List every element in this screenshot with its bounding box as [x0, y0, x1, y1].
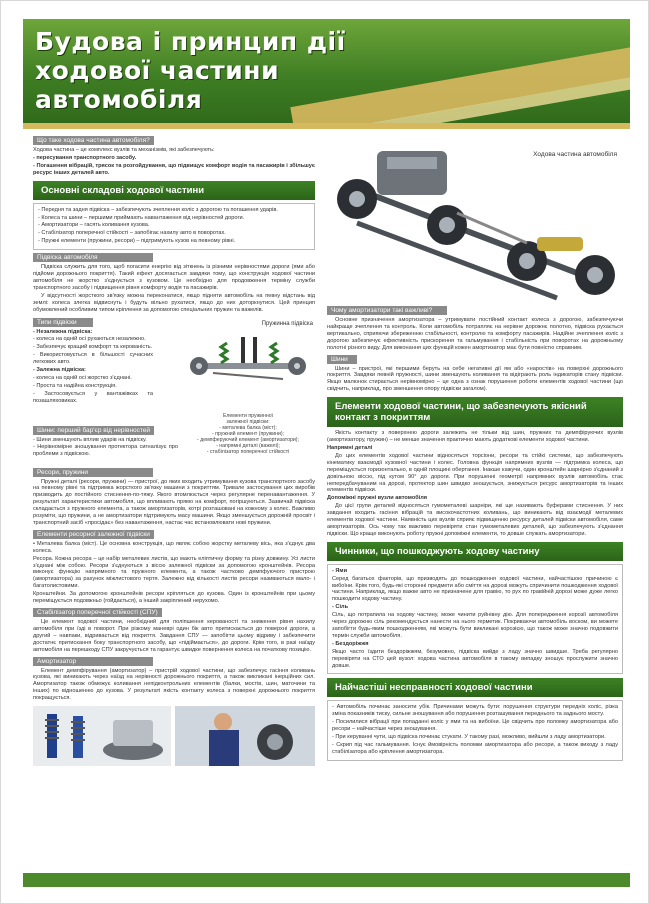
dependent-item: - колеса на одній осі жорстко з'єднані. — [33, 374, 132, 381]
pits-title: - Ями — [332, 567, 348, 574]
pits-paragraph: Серед багатьох факторів, що призводять до пошкодження ходової частини, найчастішою причиною є вибоїни. Крім того, будь-які сторонні предмети або сміття на дорозі можуть спричинити пошкодження ходової частини. Наприклад, якщо важке авто не призначене для гравію, то рух по гравійній дорозі може дуже легко пошкодити ходову частину. — [332, 575, 618, 603]
spring-suspension-caption — [183, 413, 313, 455]
title-line-2: ходової частини — [35, 56, 280, 85]
left-column — [33, 133, 315, 766]
main-parts-item: - Передня та задня підвіска – забезпечують зчеплення коліс з дорогою та погашення ударів. — [38, 206, 278, 213]
page-title — [35, 27, 475, 114]
main-parts-item: - Амортизатори – гасять коливання кузова. — [38, 222, 150, 229]
salt-title: - Сіль — [332, 604, 349, 611]
independent-title: - Незалежна підвіска: — [33, 328, 93, 335]
shock-why-paragraph: Основне призначення амортизатора – утримувати постійний контакт колеса з дорогою, забезпечуючи найкраще зчеплення та контроль. Коли автомобіль потрапляє на нерівне дорожнє полотно, підвіска рухається вертикально, сприяючи збереженню стабільності, контролю та комфорту пасажирів. Надійне зчеплення коліс з дорогою забезпечує ефективність прискорення та гальмування і стабільність при поворотах на дорожньому полотні різного виду. Для виконання цих функцій кожен амортизатор має бути повністю справним. — [327, 317, 623, 351]
fault-item: - Скрип під час гальмування. Існує ймовірність поломки амортизатора або ресори, а також виходу з ладу стабілізатора або кріплення амортизатора. — [332, 741, 618, 755]
what-is-item: - пересування транспортного засобу. — [33, 154, 137, 161]
caption-line: - металева балка (міст); — [219, 424, 277, 431]
guides-title: Напрямні деталі — [327, 444, 373, 451]
suspension-paragraph: Підвіска служить для того, щоб погасити енергію від зіткнень із різними нерівностями дороги (ями або підйоми дорожнього покриття). Такий ефект досягається завдяки тому, що конструкція ходової частини автомобіля не жорстко з'єднується з кузовом. Це необхідно для продовження терміну служби транспортного засобу і підвищення рівня комфорту водія та пасажирів. — [33, 264, 315, 291]
chassis-illustration — [327, 133, 623, 303]
types-heading: Типи підвіски — [33, 318, 93, 327]
title-line-3: автомобіля — [35, 85, 203, 114]
caption-line: Елементи пружинної — [222, 412, 274, 419]
independent-item: - Використовується в більшості сучасних легкових авто. — [33, 352, 153, 366]
dependent-item: - Застосовується у вантажівках та позашляховиках. — [33, 390, 153, 404]
suspension-heading: Підвіска автомобіля — [33, 253, 153, 262]
chassis-caption: Ходова частина автомобіля — [533, 151, 617, 158]
leaf-spring-elements-heading: Елементи ресорної залежної підвіски — [33, 530, 154, 539]
tires-barrier-item: - Нерівномірне зношування протектора сигналізує про проблеми з підвіскою. — [33, 444, 178, 458]
main-parts-heading: Основні складові ходової частини — [33, 181, 315, 200]
suspension-paragraph: У відсутності жорсткого зв'язку можна переконатися, якщо підняти автомобіль на певну відстань від землі: колеса злегка відвиснуть і будуть вільно рухатися, якщо до них доторкнутися. Цей принцип обумовлений особливим типом кріплення за допомогою спеціальних пружин та важелів. — [33, 292, 315, 313]
shock-absorber-paragraph: Елемент демпфірування (амортизатор) – пристрій ходової частини, що забезпечує гасіння коливань кузова, які виникають через наїзд на нерівності дорожнього покриття, а також викликані інерційних сил. Амортизатор також обмежує коливання непідконтрольних елементів (балки, мостів, шин, маточини та інших) по відношенню до кузова. У результаті якість контакту колеса з поверхні дорожнього покриття покращується. — [33, 667, 315, 702]
spring-suspension-figure — [183, 321, 313, 389]
fault-item: - Посилилися вібрації при попаданні коліс у ями та на вибоїни. Це свідчить про поломку амортизатора або ресори – найчастіше через зношування. — [332, 719, 618, 733]
leaf-spring-paragraph: Кронштейни. За допомогою кронштейнів ресори кріпляться до кузова. Один із кронштейнів при цьому переміщується подовжньо (гойдається), а інший закріплений нерухомо. — [33, 591, 315, 605]
damage-factors-box — [327, 564, 623, 675]
offroad-title: - Бездоріжжя — [332, 640, 369, 647]
springs-paragraph: Пружні деталі (ресори, пружини) — пристрої, до яких входить утримування кузова транспортного засобу на певному рівні та підтримка жорсткого зв'язку машини з покриттям. Тривале застосування цих виробів призводить до постійного стиснення-по-тяжу. Якого втомлюється через регулярне перенавантаження. У результаті характеристики автомобіля, що впливають прямо на комфорт, погіршуються. Зазвичай підвіска складається з пружного елемента, а також амортизаторів, котрі розташовані на кожному з колес. Важливо розуміти, що пружини, а не амортизатори підтримують масу машини. Якщо зменшується дорожній просвіт і транспортний засіб «просідає» без навантаження, настає час встановлювати нові пружини. — [33, 478, 315, 526]
shock-absorber-heading: Амортизатор — [33, 657, 153, 666]
main-parts-item: - Пружні елементи (пружини, ресори) – підтримують кузов на певному рівні. — [38, 238, 236, 245]
caption-line: залежної підвіски: — [226, 418, 270, 425]
faults-heading: Найчастіші несправності ходової частини — [327, 678, 623, 697]
fault-item: - Автомобіль починає заносити убік. Причинами можуть бути: порушення структури передніх коліс, різка зміна показників тиску, сильне зношування або порушення розташування переднього та заднього мосту. — [332, 704, 618, 718]
suspension-types-block — [33, 315, 315, 425]
tires-heading: Шини — [327, 355, 357, 364]
chassis-figure — [327, 133, 623, 303]
springs-heading: Ресори, пружини — [33, 468, 153, 477]
dependent-item: - Проста та надійна конструкція. — [33, 382, 117, 389]
shock-why-heading: Чому амортизатори такі важливі? — [327, 306, 447, 315]
tires-barrier-heading: Шини: перший бар'єр від нерівностей — [33, 426, 154, 435]
what-is-intro: Ходова частина – це комплекс вузлів та механізмів, які забезпечують: — [33, 147, 215, 153]
elements-paragraph: Якість контакту з поверхнею дороги залежить не тільки від шин, пружних та демпфіруючих вузлів (амортизатору, пружин) – не менше значення практично мають додаткові елементи ходової частини. — [327, 430, 623, 444]
dependent-title: - Залежна підвіска: — [33, 367, 86, 374]
bottom-bar — [23, 873, 630, 887]
what-is-heading: Що таке ходова частина автомобіля? — [33, 136, 154, 145]
stabilizer-paragraph: Це елемент ходової частини, необхідний для поліпшення керованості та зниження рівня нахилу автомобіля при їзді в поворот. При різкому маневрі один бік авто притискається до поверхні дороги, а другий – навпаки, відривається від покриття. Завдання СПУ — запобігти цьому відриву і забезпечити достатнє притискання боку транспортного засобу, що «підіймається», до дороги. Крім того, в разі наїзду автомобіля на перешкоду СПУ закручується та гарантує швидке повернення колеса на початкову позицію. — [33, 619, 315, 653]
aux-paragraph: До цієї групи деталей відносяться гумометалеві шарніри, які ще називають буферами стиснення. У них завдання входить гасіння вібрацій та високочастотних коливань, що виникають від взаємодії металевих елементів ходової частини. Наявність цих вузлів сприяє підвищенню ресурсу деталей підвіски автомобіля, саме амортизаторів. Ось чому так важливо перевіряти стан гумометалевих деталей, що забезпечують з'єднання підвіски. Що краще виконують роботу пружні допоміжні елементи, то довше служать амортизатори. — [327, 503, 623, 537]
guides-paragraph: До цих елементів ходової частини відносяться торсіони, ресори та стійкі системи, що забезпечують кінематику взаємодії кузовної частини і колес. Головна функція напрямних вузлів — підтримка колеса, що переміщується горизонтально, в одній площині обертання. Інакше кажучи, один кронштейн шарнірно з'єднаний з довільною віссю, під кутом 90° до дороги. При порушенні геометрії напрямних вузлів автомобіль стає непередбачуваним на дорозі, протектор шин швидко зношується, знижується ресурс амортизаторів та інших елементів підвіски. — [327, 452, 623, 494]
what-is-item: - Погашення вібрацій, трясок та розгойдування, що підвищує комфорт водія та пасажирів і збільшує ресурс інших деталей авто. — [33, 162, 315, 176]
caption-line: - демпферуючий елемент (амортизатори); — [197, 436, 299, 443]
main-parts-item: - Колеса та шини – першими приймають навантаження від нерівностей дороги. — [38, 214, 245, 221]
photo-row — [33, 706, 315, 766]
leaf-spring-paragraph: • Металева балка (міст). Це основна конструкція, що являє собою жорстку металеву вісь, яка з'єднує два колеса. — [33, 540, 315, 554]
salt-paragraph: Сіль, що потрапила на ходову частину, може чинити руйнівну дію. Для попередження корозії автомобіля через дорожню сіль рекомендується нанести на нього герметик. Покриваючи автомобіль воском, ви можете запобігти будь-яким пошкодженням, які можуть бути викликані корозією, що також може значно подовжити термін служби автомобіля. — [332, 612, 618, 639]
spring-suspension-title: Пружинна підвіска — [261, 320, 313, 327]
aux-title: Допоміжні пружні вузли автомобіля — [327, 495, 428, 502]
spring-suspension-illustration — [183, 327, 313, 389]
offroad-paragraph: Якщо часто їздити бездоріжжям, безумовно, підвіска вийде з ладу значно швидше. Треба регулярно перевіряти на СТО цей вузол: ходова частина автомобіля в такому випадку зношує прослужити значно довше. — [332, 648, 618, 669]
title-line-1: Будова і принцип дії — [35, 27, 346, 56]
leaf-spring-paragraph: Ресора. Кожна ресора – це набір металевих листів, що мають еліптичну форму та різну довжину. Усі листи з'єднані між собою. Ресори з'єднуються з віссю залежної підвіски за допомогою кронштейнів. Ресора виконує функцію напрямного та пружного елемента, а також частково демпфуючого пристрою (амортизатора) за рахунок міжлистового тертя. Залежно від кількості листів ресори називаються мало- і багатолистовими. — [33, 555, 315, 590]
elements-heading: Елементи ходової частини, що забезпечують якісний контакт з покриттям — [327, 397, 623, 427]
main-parts-item: - Стабілізатор поперечної стійкості – запобігає нахилу авто в поворотах. — [38, 230, 226, 237]
independent-item: - колеса на одній осі рухаються незалежно. — [33, 336, 146, 343]
tires-barrier-item: - Шини зменшують вплив ударів на підвіску. — [33, 436, 147, 443]
independent-item: - Забезпечує кращий комфорт та керованість. — [33, 344, 153, 351]
right-column — [327, 133, 623, 763]
title-banner — [23, 19, 630, 124]
gold-divider — [23, 123, 630, 129]
tires-paragraph: Шини – пристрої, які першими беруть на себе негативні дії ям або «наростів» на поверхні дорожнього покриття. Завдяки певній пружності, шини зменшують коливання та відіграють роль індикаторів стану підвіски. Якщо малюнок стирається нерівномірно – це одна з ознак порушення роботи елементів ходової частини (що свідчить, наприклад, про зменшення опору підвіски загалом). — [327, 365, 623, 393]
caption-line: - стабілізатор поперечної стійкості — [206, 448, 290, 455]
mechanic-photo — [175, 706, 315, 766]
main-parts-box — [33, 203, 315, 251]
caption-line: - пружний елемент (пружини); — [211, 430, 285, 437]
stabilizer-heading: Стабілізатор поперечної стійкості (СПУ) — [33, 608, 162, 617]
damage-factors-heading: Чинники, що пошкоджують ходову частину — [327, 542, 623, 561]
fault-item: - При керуванні чути, що підвіска починає стукати. У такому разі, можливо, вийшли з ладу амортизатори. — [332, 734, 606, 741]
caption-line: - напрямні деталі (важелі); — [216, 442, 280, 449]
shock-absorber-photo — [33, 706, 171, 766]
faults-box — [327, 700, 623, 760]
